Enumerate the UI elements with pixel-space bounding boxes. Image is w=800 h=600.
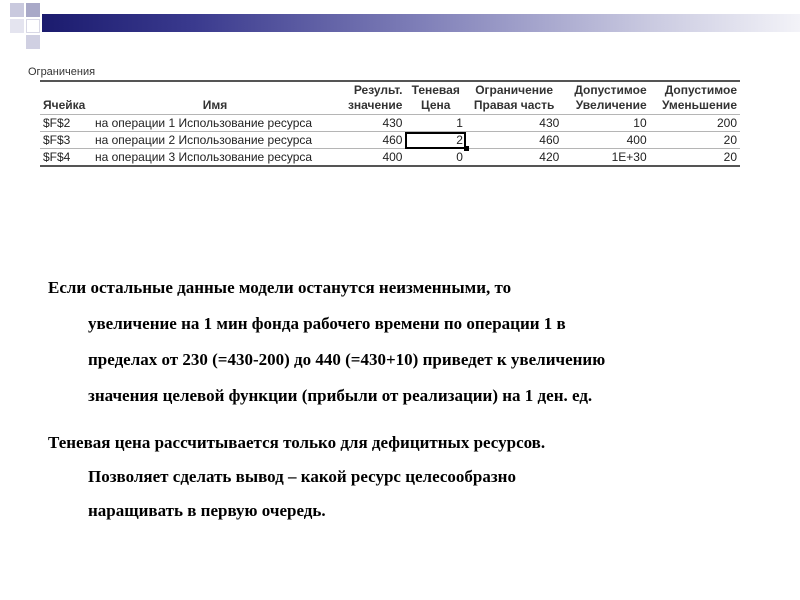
table-header-row	[40, 82, 740, 115]
fill-handle[interactable]	[464, 146, 469, 151]
selected-shadow-price-cell[interactable]	[405, 132, 465, 149]
text-line: наращивать в первую очередь.	[88, 501, 326, 520]
row-value[interactable]: 460	[382, 133, 403, 147]
header-cell: Ячейка	[43, 98, 86, 112]
decorative-square	[26, 3, 40, 17]
text-line: Если остальные данные модели останутся неизменными, то	[48, 278, 512, 297]
row-name[interactable]: на операции 1 Использование ресурса	[95, 116, 313, 130]
constraints-table-container	[40, 80, 740, 167]
header-value: Результ. значение	[347, 83, 403, 112]
row-rhs[interactable]: 420	[539, 150, 560, 164]
row-name[interactable]: на операции 3 Использование ресурса	[95, 150, 313, 164]
decorative-square	[10, 19, 24, 33]
header-shadow-price: Теневая Цена	[411, 83, 460, 112]
row-name[interactable]: на операции 2 Использование ресурса	[95, 133, 313, 147]
shadow-price-paragraph	[48, 426, 788, 528]
explanation-paragraph	[48, 270, 788, 414]
table-row	[40, 132, 740, 149]
row-cell-ref[interactable]: $F$4	[43, 150, 71, 164]
row-allowable-increase[interactable]: 10	[633, 116, 647, 130]
row-rhs[interactable]: 430	[539, 116, 560, 130]
header-rhs: Ограничение Правая часть	[473, 83, 555, 112]
decorative-square	[26, 19, 40, 33]
text-line: увеличение на 1 мин фонда рабочего времени по операции 1 в	[88, 314, 566, 333]
header-gradient-bar	[42, 14, 800, 32]
table-row	[40, 149, 740, 167]
decorative-square	[10, 3, 24, 17]
row-value[interactable]: 430	[382, 116, 403, 130]
row-cell-ref[interactable]: $F$2	[43, 116, 71, 130]
row-allowable-decrease[interactable]: 20	[723, 150, 737, 164]
text-line: Позволяет сделать вывод – какой ресурс целесообразно	[88, 467, 516, 486]
header-allowable-decrease: Допустимое Уменьшение	[661, 83, 737, 112]
row-rhs[interactable]: 460	[539, 133, 560, 147]
row-allowable-increase[interactable]: 1E+30	[611, 150, 647, 164]
text-line: значения целевой функции (прибыли от реализации) на 1 ден. ед.	[88, 386, 593, 405]
table-row	[40, 115, 740, 132]
text-line: Теневая цена рассчитывается только для дефицитных ресурсов.	[48, 433, 546, 452]
header-name: Имя	[202, 98, 228, 112]
row-shadow-price[interactable]: 1	[456, 116, 463, 130]
row-value[interactable]: 400	[382, 150, 403, 164]
constraints-section-title: Ограничения	[28, 66, 96, 78]
row-shadow-price[interactable]: 0	[456, 150, 463, 164]
row-allowable-decrease[interactable]: 20	[723, 133, 737, 147]
constraints-table	[40, 82, 740, 167]
row-allowable-increase[interactable]: 400	[626, 133, 647, 147]
text-line: пределах от 230 (=430-200) до 440 (=430+10) приведет к увеличению	[88, 350, 606, 369]
row-cell-ref[interactable]: $F$3	[43, 133, 71, 147]
header-decoration	[0, 0, 800, 40]
row-allowable-decrease[interactable]: 200	[716, 116, 737, 130]
header-allowable-increase: Допустимое Увеличение	[574, 83, 647, 112]
decorative-square	[26, 35, 40, 49]
row-shadow-price: 2	[456, 133, 463, 147]
slide-body-text	[48, 270, 788, 540]
